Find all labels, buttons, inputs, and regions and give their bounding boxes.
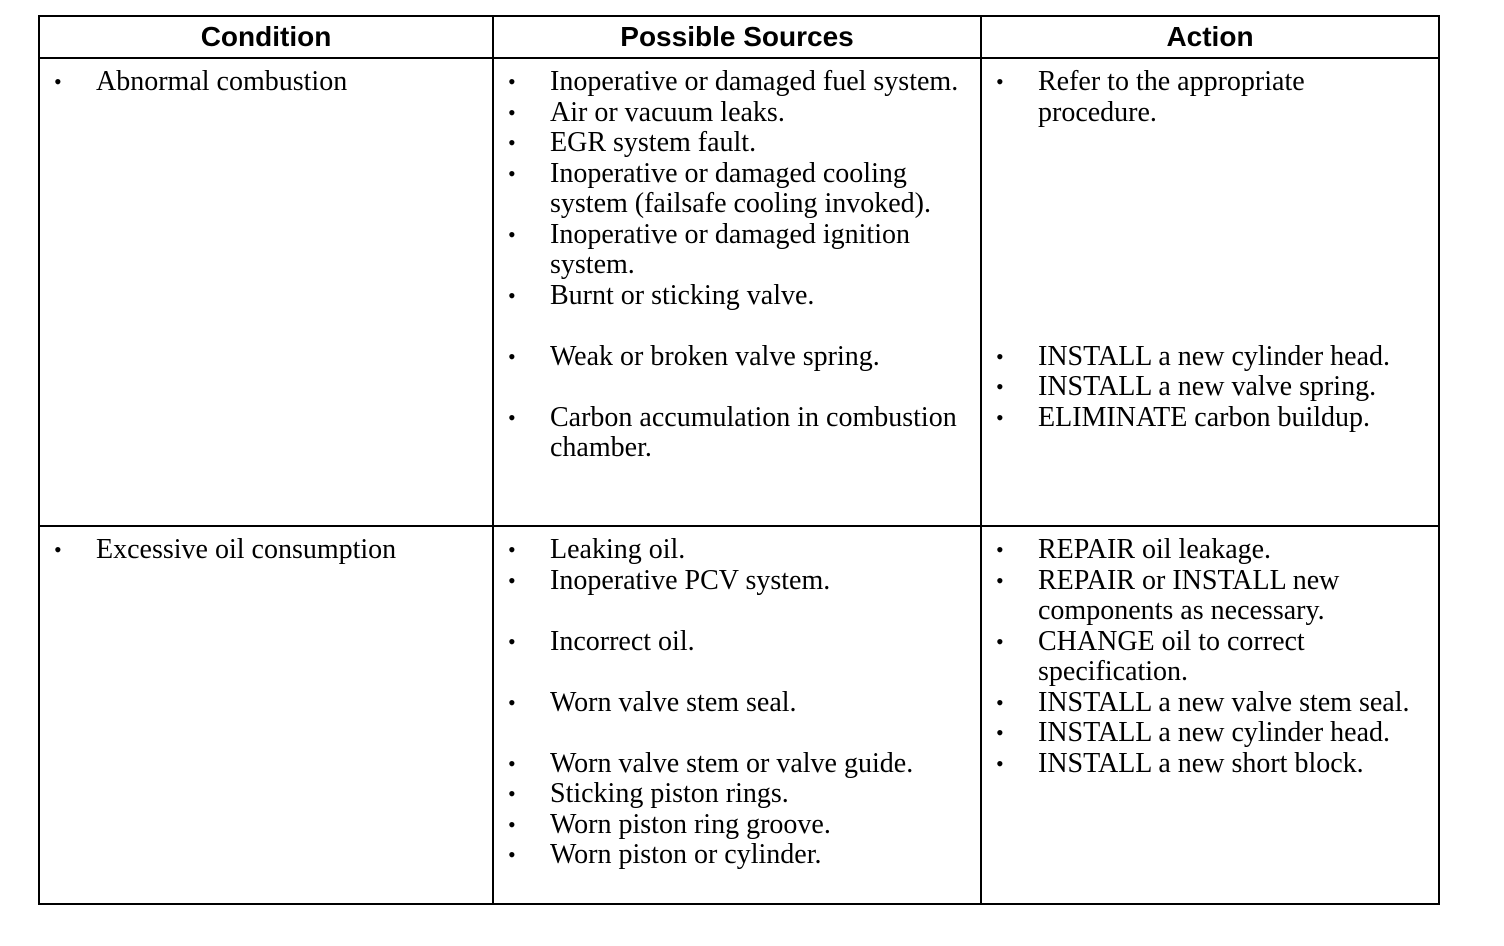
list-item: • ELIMINATE carbon buildup. (996, 401, 1371, 433)
bullet-icon: • (996, 343, 1004, 369)
bullet-icon: • (508, 69, 516, 94)
bullet-icon: • (996, 689, 1004, 715)
list-item: • Leaking oil. (508, 534, 686, 565)
list-item: • Inoperative or damaged cooling system (failsafe cooling invoked). (508, 157, 932, 219)
list-item: • INSTALL a new short block. (996, 747, 1364, 779)
header-row (39, 16, 1439, 58)
header-condition: Condition (39, 16, 493, 58)
bullet-icon: • (996, 628, 1004, 654)
list-item: • Carbon accumulation in combustion chamber. (508, 401, 957, 463)
list-item: • REPAIR or INSTALL new components as necessary. (996, 564, 1340, 626)
sources-cell (493, 58, 981, 526)
list-item: • INSTALL a new cylinder head. (996, 717, 1391, 748)
bullet-icon: • (508, 404, 516, 430)
bullet-icon: • (996, 750, 1004, 776)
bullet-icon: • (508, 99, 516, 125)
bullet-icon: • (508, 221, 516, 247)
action-cell (981, 526, 1439, 904)
list-item: • Worn piston ring groove. (508, 808, 831, 840)
list-item: • Air or vacuum leaks. (508, 96, 785, 128)
sources-cell (493, 526, 981, 904)
list-item: • Inoperative PCV system. (508, 564, 831, 596)
bullet-icon: • (508, 160, 516, 186)
list-item: • Worn valve stem seal. (508, 686, 797, 718)
bullet-icon: • (996, 404, 1004, 430)
bullet-icon: • (996, 537, 1004, 562)
list-item: • Inoperative or damaged fuel system. (508, 66, 959, 97)
bullet-icon: • (996, 69, 1004, 94)
bullet-icon: • (996, 567, 1004, 593)
list-item: • CHANGE oil to correct specification. (996, 625, 1305, 687)
bullet-icon: • (508, 537, 516, 562)
list-item: • REPAIR oil leakage. (996, 534, 1272, 565)
bullet-icon: • (508, 567, 516, 593)
condition-item: • Abnormal combustion (54, 66, 348, 97)
condition-cell (39, 58, 493, 526)
bullet-icon: • (508, 811, 516, 837)
list-item: • INSTALL a new valve spring. (996, 371, 1377, 402)
list-item: • INSTALL a new cylinder head. (996, 340, 1391, 372)
list-item: • Inoperative or damaged ignition system. (508, 218, 910, 280)
bullet-icon: • (508, 130, 516, 155)
list-item: • Incorrect oil. (508, 625, 695, 657)
list-item: • Burnt or sticking valve. (508, 279, 815, 311)
list-item: • Worn piston or cylinder. (508, 839, 822, 870)
bullet-icon: • (508, 750, 516, 776)
list-item: • EGR system fault. (508, 127, 757, 158)
list-item: • INSTALL a new valve stem seal. (996, 686, 1410, 718)
bullet-icon: • (508, 628, 516, 654)
bullet-icon: • (508, 689, 516, 715)
list-item: • Sticking piston rings. (508, 778, 789, 809)
table-row (39, 58, 1439, 526)
bullet-icon: • (508, 842, 516, 867)
list-item: • Refer to the appropriate procedure. (996, 66, 1305, 128)
bullet-icon: • (54, 69, 62, 94)
diagnosis-table (38, 15, 1440, 905)
list-item: • Worn valve stem or valve guide. (508, 747, 914, 779)
bullet-icon: • (996, 374, 1004, 399)
bullet-icon: • (508, 781, 516, 806)
bullet-icon: • (508, 282, 516, 308)
bullet-icon: • (996, 720, 1004, 745)
table-row (39, 526, 1439, 904)
list-item: • Weak or broken valve spring. (508, 340, 880, 372)
condition-cell (39, 526, 493, 904)
bullet-icon: • (508, 343, 516, 369)
header-possible-sources: Possible Sources (493, 16, 981, 58)
action-cell (981, 58, 1439, 526)
bullet-icon: • (54, 537, 62, 562)
condition-item: • Excessive oil consumption (54, 534, 397, 565)
header-action: Action (981, 16, 1439, 58)
